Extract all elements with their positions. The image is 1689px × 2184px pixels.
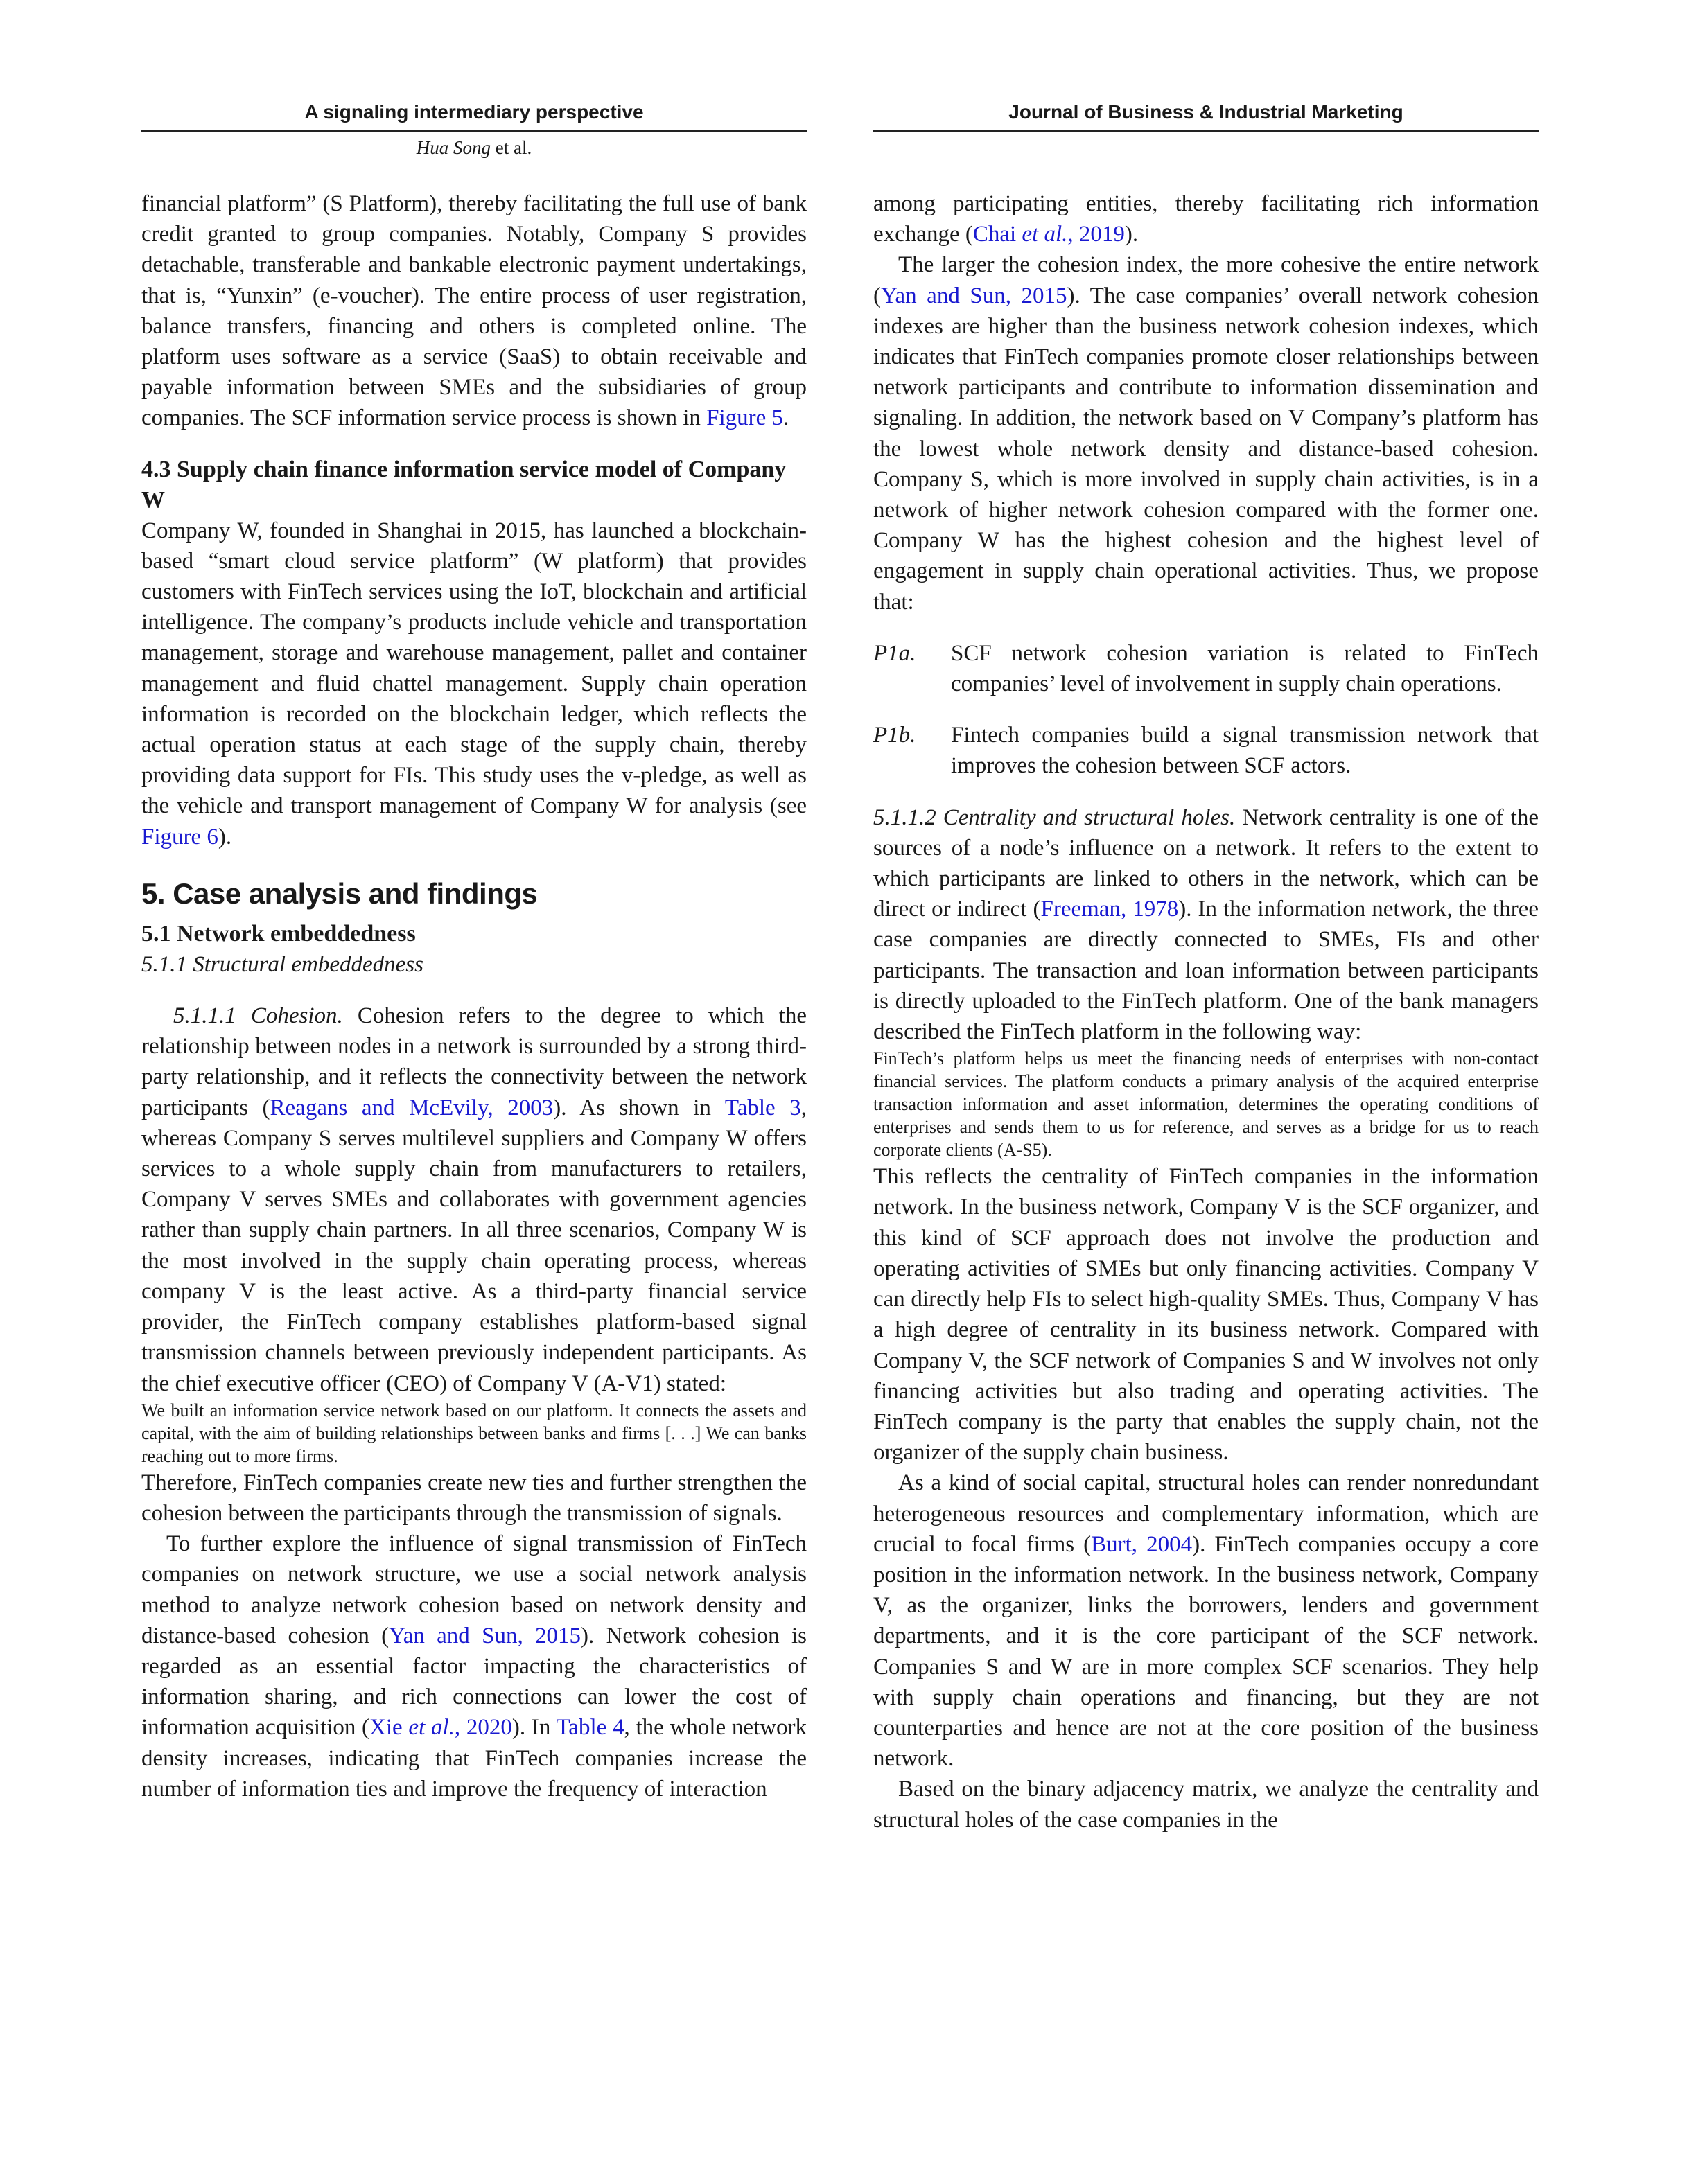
- paragraph-centrality-reflects: This reflects the centrality of FinTech companies in the information network. In the business network, Company V is the SCF organizer, and this kind of SCF approach does not involve the production and operating activities of SMEs but only financing activities. Company V can directly help FIs to select high-quality SMEs. Thus, Company V has a high degree of centrality in its business network. Compared with Company V, the SCF network of Companies S and W involves not only financing activities but also trading and operating activities. The FinTech company is the party that enables the supply chain, not the organizer of the supply chain business.: [873, 1164, 1539, 1465]
- citation-reagans-link[interactable]: Reagans and McEvily, 2003: [270, 1095, 554, 1120]
- section-heading-4-3: 4.3 Supply chain finance information service model of Company W: [141, 456, 787, 513]
- proposition-text: Fintech companies build a signal transmission network that improves the cohesion between SCF actors.: [951, 723, 1539, 779]
- citation-xie-link[interactable]: [369, 1715, 512, 1740]
- text: As a kind of social capital, structural holes can render nonredundant heterogeneous resources and complementary information, which are crucial to focal firms (: [873, 1470, 1539, 1557]
- table-3-link[interactable]: Table 3: [724, 1095, 801, 1120]
- text: et al.: [1022, 222, 1068, 247]
- text: ). As shown in: [553, 1095, 725, 1120]
- subsubsection-label: 5.1.1.2 Centrality and structural holes.: [873, 804, 1236, 830]
- paragraph-cohesion-index: [873, 249, 1539, 617]
- text: ).: [218, 824, 232, 849]
- section-heading-5: 5. Case analysis and findings: [141, 877, 538, 910]
- text: et al.: [408, 1715, 455, 1741]
- section-heading-5-1: 5.1 Network embeddedness: [141, 920, 416, 946]
- subsubsection-label: 5.1.1.1 Cohesion.: [173, 1003, 343, 1029]
- citation-freeman-link[interactable]: Freeman, 1978: [1040, 897, 1179, 922]
- citation-yan-sun-link[interactable]: Yan and Sun, 2015: [389, 1623, 581, 1648]
- text: , 2020: [454, 1715, 512, 1741]
- proposition-text: SCF network cohesion variation is related to FinTech companies’ level of involvement in supply chain operations.: [951, 640, 1539, 697]
- text: Cohesion refers to the degree to which the relationship between nodes in a network is surrounded by a strong third-party relationship, and it reflects the connectivity between the network participants (: [141, 1003, 807, 1120]
- proposition-label: P1a.: [873, 640, 916, 666]
- text: Chai: [972, 222, 1022, 247]
- text: ). In the information network, the three case companies are directly connected to SMEs, FIs and other participants. The transaction and loan information between participants is directly uploaded to the FinTech platform. One of the bank managers described the FinTech platform in the following way:: [873, 897, 1539, 1045]
- paragraph-rich-exchange: [873, 188, 1539, 249]
- text: financial platform” (S Platform), thereby facilitating the full use of bank credit granted to group companies. Notably, Company S provides detachable, transferable and bankable electronic payment undertakings, that is, “Yunxin” (e-voucher). The entire process of user registration, balance transfers, financing and others is completed online. The platform uses software as a service (SaaS) to obtain receivable and payable information between SMEs and the subsidiaries of group companies. The SCF information service process is shown in: [141, 191, 807, 431]
- author-name: Hua Song: [416, 137, 491, 158]
- citation-yan-sun-link[interactable]: Yan and Sun, 2015: [881, 283, 1067, 308]
- text: Network centrality is one of the sources of a node’s influence on a network. It refers to the extent to which participants are linked to others in the network, which can be direct or indirect (: [873, 804, 1539, 922]
- subsection-heading-5-1-1: 5.1.1 Structural embeddedness: [141, 951, 423, 977]
- figure-5-link[interactable]: Figure 5: [706, 405, 784, 431]
- figure-6-link[interactable]: Figure 6: [141, 824, 218, 849]
- paragraph-adjacency-matrix: Based on the binary adjacency matrix, we analyze the centrality and structural holes of the case companies in the: [873, 1777, 1539, 1833]
- paragraph-company-w: [141, 516, 807, 852]
- text: To further explore the influence of signal transmission of FinTech companies on network structure, we use a social network analysis method to analyze network cohesion based on network density and distance-based cohesion (: [141, 1531, 807, 1648]
- proposition-p1b: [873, 720, 1539, 781]
- running-header-journal: Journal of Business & Industrial Marketing: [1008, 101, 1403, 123]
- text: Xie: [369, 1715, 409, 1741]
- paragraph-structural-holes: [873, 1468, 1539, 1774]
- text: , whereas Company S serves multilevel suppliers and Company W offers services to a whole supply chain from manufacturers to retailers, Company V serves SMEs and collaborates with government agencies rather than supply chain partners. In all three scenarios, Company W is the most involved in the supply chain operating process, whereas company V is the least active. As a third-party financial service provider, the FinTech company establishes platform-based signal transmission channels between previously independent participants. As the chief executive officer (CEO) of Company V (A-V1) stated:: [141, 1095, 807, 1396]
- citation-chai-link[interactable]: [973, 222, 1125, 247]
- text: , 2019: [1067, 222, 1125, 247]
- paragraph-therefore: Therefore, FinTech companies create new ties and further strengthen the cohesion between the participants through the transmission of signals.: [141, 1470, 807, 1526]
- running-header-title: A signaling intermediary perspective: [304, 101, 644, 123]
- text: among participating entities, thereby facilitating rich information exchange (: [873, 191, 1539, 247]
- paragraph-network-analysis: [141, 1529, 807, 1804]
- text: .: [783, 405, 789, 431]
- block-quote-bank-manager: FinTech’s platform helps us meet the financing needs of enterprises with non-contact financial services. The platform conducts a primary analysis of the acquired enterprise transaction information and asset information, determines the operating conditions of enterprises and sends them to us for reference, and serves as a bridge for us to reach corporate clients (A-S5).: [873, 1048, 1539, 1161]
- left-column: [141, 188, 807, 1804]
- text: ).: [1124, 222, 1139, 247]
- paragraph-platform-s: [141, 188, 807, 434]
- header-rule-right: [873, 130, 1539, 132]
- table-4-link[interactable]: Table 4: [556, 1715, 624, 1741]
- text: ). FinTech companies occupy a core position in the information network. In the business network, Company V, as the organizer, links the borrowers, lenders and government departments, and it is the core participant of the SCF network. Companies S and W are in more complex SCF scenarios. They help with supply chain operations and financing, but they are not counterparties and hence are not at the core position of the business network.: [873, 1531, 1539, 1772]
- text: ). The case companies’ overall network cohesion indexes are higher than the business network cohesion indexes, which indicates that FinTech companies promote closer relationships between network participants and contribute to information dissemination and signaling. In addition, the network based on V Company’s platform has the lowest whole network density and distance-based cohesion. Company S, which is more involved in supply chain activities, is in a network of higher network cohesion compared with the former one. Company W has the highest cohesion and the highest level of engagement in supply chain operational activities. Thus, we propose that:: [873, 283, 1539, 615]
- right-column: [873, 188, 1539, 1835]
- proposition-label: P1b.: [873, 723, 916, 748]
- paragraph-cohesion: [141, 1001, 807, 1399]
- text: ). Network cohesion is regarded as an essential factor impacting the characteristics of information sharing, and rich connections can lower the cost of information acquisition (: [141, 1623, 807, 1741]
- author-suffix: et al.: [491, 137, 532, 158]
- text: The larger the cohesion index, the more cohesive the entire network (: [873, 252, 1539, 308]
- text: Company W, founded in Shanghai in 2015, has launched a blockchain-based “smart cloud service platform” (W platform) that provides customers with FinTech services using the IoT, blockchain and artificial intelligence. The company’s products include vehicle and transportation management, storage and warehouse management, pallet and container management and fluid chattel management. Supply chain operation information is recorded on the blockchain ledger, which reflects the actual operation status at each stage of the supply chain, thereby providing data support for FIs. This study uses the v-pledge, as well as the vehicle and transport management of Company W for analysis (see: [141, 518, 807, 819]
- text: ). In: [511, 1715, 557, 1741]
- header-rule-left: [141, 130, 807, 132]
- paragraph-centrality: [873, 802, 1539, 1048]
- block-quote-ceo: We built an information service network based on our platform. It connects the assets and capital, with the aim of building relationships between banks and firms [. . .] We can banks reaching out to more firms.: [141, 1400, 807, 1466]
- author-byline: [141, 137, 807, 159]
- text: , the whole network density increases, indicating that FinTech companies increase the number of information ties and improve the frequency of interaction: [141, 1715, 807, 1802]
- proposition-p1a: [873, 638, 1539, 699]
- citation-burt-link[interactable]: Burt, 2004: [1091, 1531, 1193, 1557]
